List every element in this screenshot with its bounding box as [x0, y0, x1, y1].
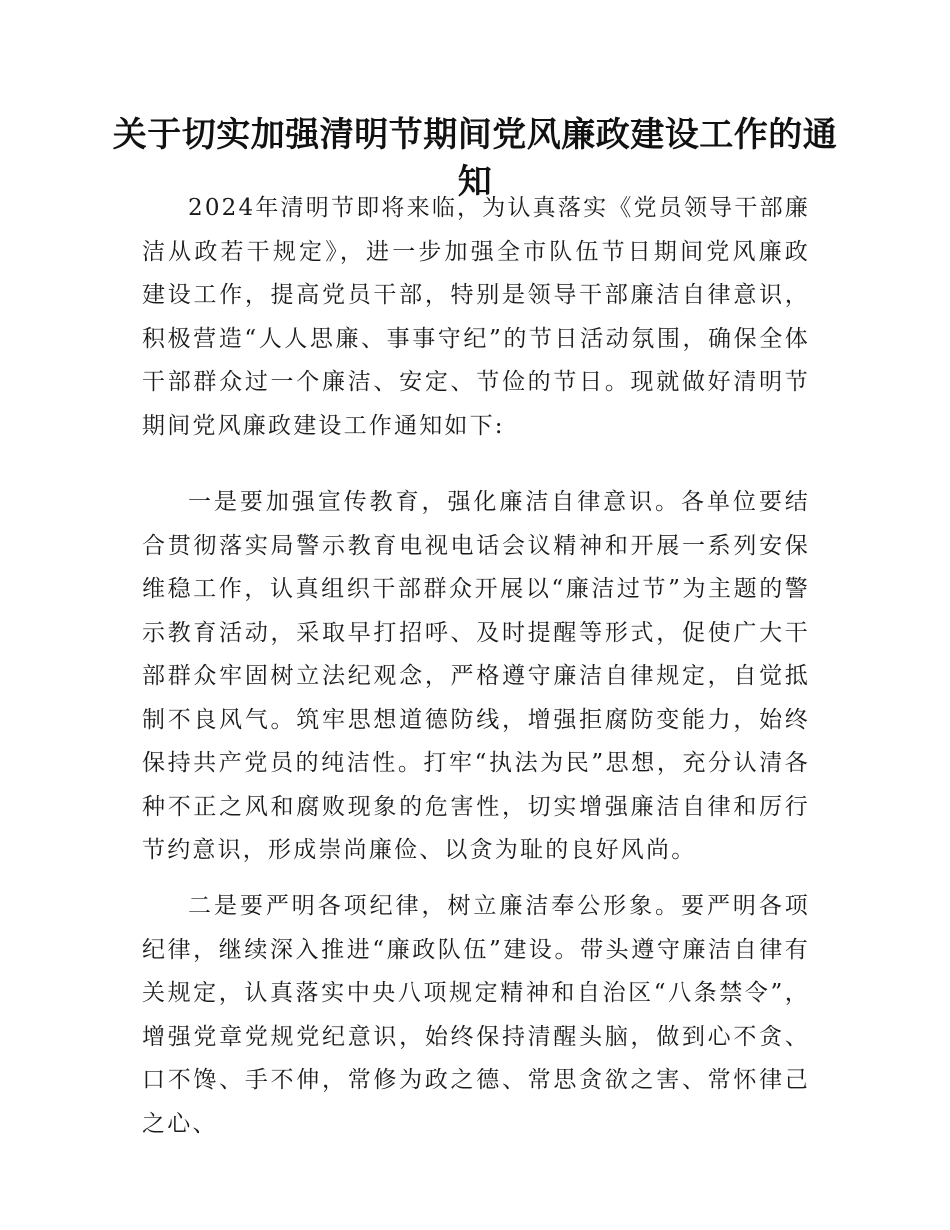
section-one-paragraph: 一是要加强宣传教育，强化廉洁自律意识。各单位要结合贯彻落实局警示教育电视电话会议精神和开展一系列安保维稳工作，认真组织干部群众开展以“廉洁过节”为主题的警示教育活动，采取早打招呼、及时提醒等形式，促使广大干部群众牢固树立法纪观念，严格遵守廉洁自律规定，自觉抵制不良风气。筑牢思想道德防线，增强拒腐防变能力，始终保持共产党员的纯洁性。打牢“执法为民”思想，充分认清各种不正之风和腐败现象的危害性，切实增强廉洁自律和厉行节约意识，形成崇尚廉俭、以贪为耻的良好风尚。 [142, 489, 810, 863]
document-title: 关于切实加强清明节期间党风廉政建设工作的通知 [112, 115, 838, 202]
intro-paragraph: 2024年清明节即将来临，为认真落实《党员领导干部廉洁从政若干规定》，进一步加强全市队伍节日期间党风廉政建设工作，提高党员干部，特别是领导干部廉洁自律意识，积极营造“人人思廉、事事守纪”的节日活动氛围，确保全体干部群众过一个廉洁、安定、节俭的节日。现就做好清明节期间党风廉政建设工作通知如下: [142, 195, 810, 439]
section-two-paragraph: 二是要严明各项纪律，树立廉洁奉公形象。要严明各项纪律，继续深入推进“廉政队伍”建设。带头遵守廉洁自律有关规定，认真落实中央八项规定精神和自治区“八条禁令”，增强党章党规党纪意识，始终保持清醒头脑，做到心不贪、口不馋、手不伸，常修为政之德、常思贪欲之害、常怀律己之心、 [142, 893, 810, 1137]
